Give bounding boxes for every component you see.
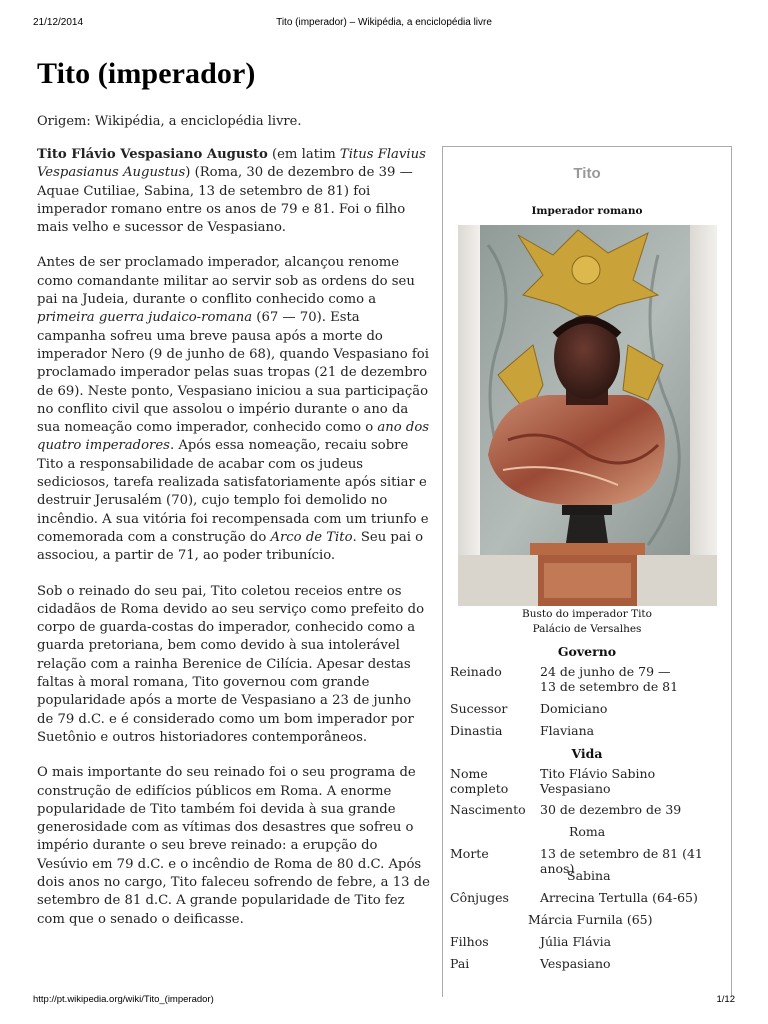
section-vida: Vida xyxy=(571,746,603,761)
paragraph-text: (67 — 70). Esta campanha sofreu uma breve pausa após a morte do imperador Nero (9 de junho de 68), quando Vespasiano foi proclamado imperador pelas suas tropas (21 de dezembro de 69). Neste ponto, Vespasiano iniciou a sua participação no conflito civil que assolou o império durante o ano da sua nomeação como imperador, conhecido como o xyxy=(37,310,429,436)
row-value[interactable]: Flaviana xyxy=(540,723,595,738)
label-line: Nome xyxy=(450,766,488,781)
image-caption xyxy=(443,607,731,637)
link-ano-imperadores[interactable]: ano dos quatro imperadores xyxy=(37,420,430,454)
row-value: 13 de setembro de 81 (41 anos) xyxy=(540,846,703,876)
print-url: http://pt.wikipedia.org/wiki/Tito_(imperador) xyxy=(33,994,214,1005)
row-value[interactable]: Domiciano xyxy=(540,701,608,716)
row-label: Filhos xyxy=(450,934,489,949)
link-arco-de-tito[interactable]: Arco de Tito xyxy=(270,529,353,545)
paragraph-text: . Após essa nomeação, recaiu sobre Tito a responsabilidade de acabar com os judeus sediciosos, tarefa realizada satisfatoriamente após sitiar e destruir Jerusalém (70), cujo templo foi demolido no incêndio. A sua vitória foi recompensada com um triunfo e comemorada com a construção do xyxy=(37,438,429,545)
value-line: 13 de setembro de 81 xyxy=(540,678,679,694)
paragraph-intro xyxy=(37,146,431,237)
row-reinado xyxy=(443,665,731,702)
deathplace[interactable]: Sabina xyxy=(567,868,611,883)
row-pai xyxy=(443,957,731,979)
paragraph-career xyxy=(37,254,431,565)
article-origin: Origem: Wikipédia, a enciclopédia livre. xyxy=(37,114,302,129)
value-line: 24 de junho de 79 — xyxy=(540,664,671,679)
article-body xyxy=(37,146,431,946)
latin-name: Titus Flavius Vespasianus Augustus xyxy=(37,147,426,181)
print-date: 21/12/2014 xyxy=(33,17,84,28)
row-label: Morte xyxy=(450,846,489,861)
birthplace[interactable]: Roma xyxy=(569,824,606,839)
paragraph-text: . Seu pai o associou, a partir de 71, ao poder tribunício. xyxy=(37,529,424,564)
label-line: completo xyxy=(450,780,509,796)
row-value xyxy=(540,665,720,694)
row-value: 30 de dezembro de 39 xyxy=(540,802,682,817)
row-value: Tito Flávio Sabino Vespasiano xyxy=(540,766,656,796)
paragraph-legacy: O mais importante do seu reinado foi o seu programa de construção de edifícios públicos em Roma. A enorme popularidade de Tito também foi devida à sua grande generosidade com as vítimas dos desastres que sofreu o império durante o seu breve reinado: a erupção do Vesúvio em 79 d.C. e o incêndio de Roma de 80 d.C. Após dois anos no cargo, Tito faleceu sofrendo de febre, a 13 de setembro de 81 d.C. A grande popularidade de Tito fez com que o senado o deificasse. xyxy=(37,765,430,927)
row-label: Reinado xyxy=(450,664,502,679)
caption-line: Busto do imperador Tito xyxy=(522,608,652,620)
row-label: Dinastia xyxy=(450,723,503,738)
row-label: Sucessor xyxy=(450,701,508,716)
row-nome-completo xyxy=(443,767,731,803)
print-footer xyxy=(0,994,768,1008)
row-label: Pai xyxy=(450,956,470,971)
row-conjuges xyxy=(443,891,731,913)
row-value[interactable]: Vespasiano xyxy=(540,956,611,971)
paragraph-text: (em latim xyxy=(267,147,340,162)
row-label xyxy=(450,767,535,796)
row-sucessor xyxy=(443,702,731,724)
link-guerra[interactable]: primeira guerra judaico-romana xyxy=(37,310,253,326)
row-nascimento xyxy=(443,803,731,825)
article-title: Tito (imperador) xyxy=(37,57,256,90)
paragraph-reign: Sob o reinado do seu pai, Tito coletou receios entre os cidadãos de Roma devido ao seu serviço como prefeito do corpo de guarda-costas do imperador, conhecido como a guarda pretoriana, bem como devido à sua intolerável relação com a rainha Berenice de Cilícia. Apesar destas faltas à moral romana, Tito governou com grande popularidade após a morte de Vespasiano a 23 de junho de 79 d.C. e é considerado como um bom imperador por Suetônio e outros historiadores contemporâneos. xyxy=(37,583,425,745)
row-dinastia xyxy=(443,724,731,744)
infobox-role: Imperador romano xyxy=(531,205,643,217)
print-page-title: Tito (imperador) – Wikipédia, a enciclopédia livre xyxy=(276,17,492,28)
page-number: 1/12 xyxy=(716,994,735,1005)
print-header xyxy=(0,17,768,31)
row-value[interactable]: Arrecina Tertulla (64-65) xyxy=(540,890,698,905)
spouse-2[interactable]: Márcia Furnila (65) xyxy=(528,912,653,927)
subject-name: Tito Flávio Vespasiano Augusto xyxy=(37,147,268,162)
paragraph-text: Antes de ser proclamado imperador, alcançou renome como comandante militar ao servir sob as ordens do seu pai na Judeia, durante o conflito conhecido como a xyxy=(37,255,415,308)
paragraph-text: ) (Roma, 30 de dezembro de 39 — Aquae Cutiliae, Sabina, 13 de setembro de 81) foi imperador romano entre os anos de 79 e 81. Foi o filho mais velho e sucessor de Vespasiano. xyxy=(37,165,413,236)
row-label: Cônjuges xyxy=(450,890,509,905)
section-governo: Governo xyxy=(557,644,617,659)
infobox xyxy=(442,146,732,997)
bust-image xyxy=(458,225,717,606)
row-filhos xyxy=(443,935,731,957)
row-label: Nascimento xyxy=(450,802,526,817)
caption-line: Palácio de Versalhes xyxy=(532,623,642,635)
row-value[interactable]: Júlia Flávia xyxy=(540,934,612,949)
infobox-name: Tito xyxy=(573,165,601,182)
